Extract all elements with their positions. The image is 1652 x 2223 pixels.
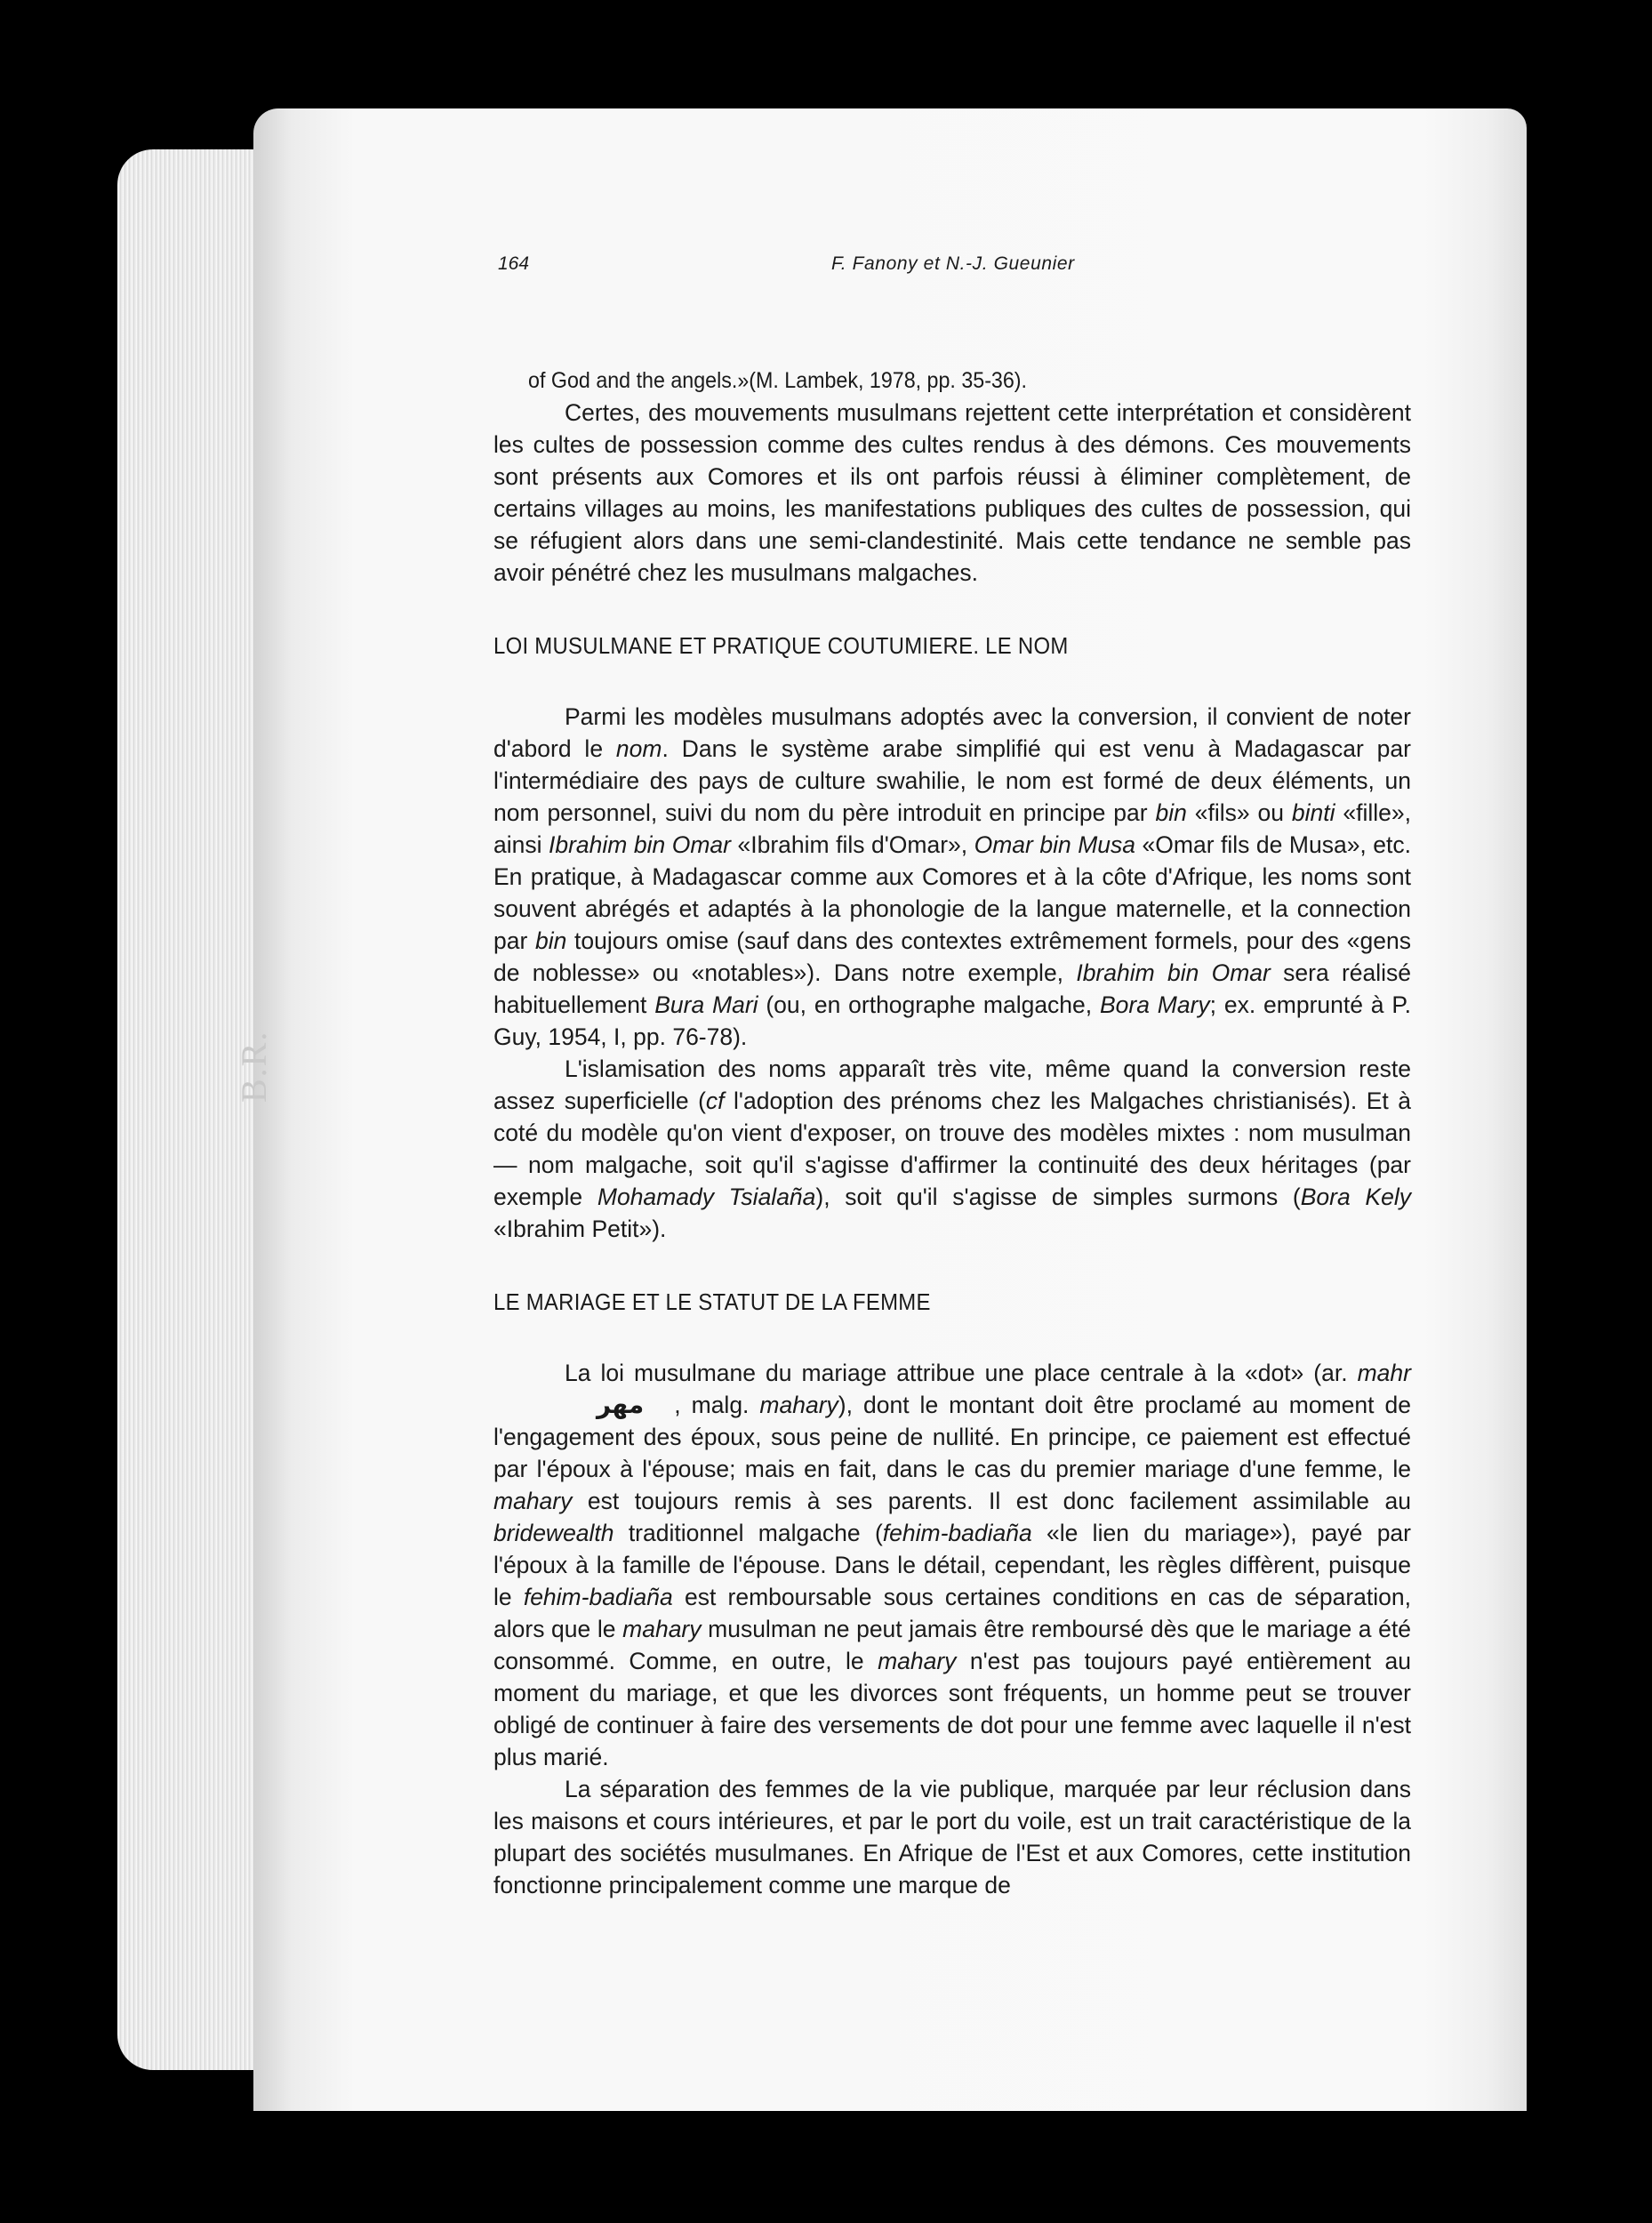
paragraph-name-islamisation: L'islamisation des noms apparaît très vite, même quand la conversion reste assez superficielle (cf l'adoption des prénoms chez les Malgaches christianisés). Et à coté du modèle qu'on vient d'exposer, on trouve des modèles mixtes : nom musulman — nom malgache, soit qu'il s'agisse d'affirmer la continuité des deux héritages (par exemple Mohamady Tsialaña), soit qu'il s'agisse de simples surmons (Bora Kely «Ibrahim Petit»).	[493, 1055, 1412, 1242]
quote-ending: of God and the angels.»(M. Lambek, 1978, pp. 35-36).	[528, 368, 1028, 393]
paragraph-possession-cults: Certes, des mouvements musulmans rejettent cette interprétation et considèrent les cultes de possession comme des cultes rendus à des démons. Ces mouvements sont présents aux Comores et ils ont parfois réussi à éliminer complètement, de certains villages au moins, les manifestations publiques des cultes de possession, qui se réfugient alors dans une semi-clandestinité. Mais cette tendance ne semble pas avoir pénétré chez les musulmans malgaches.	[493, 399, 1411, 586]
page-body	[493, 365, 1411, 1901]
arabic-word-mahr: مهر	[597, 1390, 645, 1419]
section-heading-marriage: LE MARIAGE ET LE STATUT DE LA FEMME	[493, 1288, 931, 1315]
spine-stamp: B.R.	[234, 1030, 274, 1103]
paragraph-naming-system: Parmi les modèles musulmans adoptés avec la conversion, il convient de noter d'abord le nom. Dans le système arabe simplifié qui est venu à Madagascar par l'intermédiaire des pays de culture swahilie, le nom est formé de deux éléments, un nom personnel, suivi du nom du père introduit en principe par bin «fils» ou binti «fille», ainsi Ibrahim bin Omar «Ibrahim fils d'Omar», Omar bin Musa «Omar fils de Musa», etc. En pratique, à Madagascar comme aux Comores et à la côte d'Afrique, les noms sont souvent abrégés et adaptés à la phonologie de la langue maternelle, et la connection par bin toujours omise (sauf dans des contextes extrêmement formels, pour des «gens de noblesse» ou «notables»). Dans notre exemple, Ibrahim bin Omar sera réalisé habituellement Bura Mari (ou, en orthographe malgache, Bora Mary; ex. emprunté à P. Guy, 1954, I, pp. 76-78).	[493, 703, 1412, 1050]
paragraph-dowry: La loi musulmane du mariage attribue une place centrale à la «dot» (ar. mahrمهر , malg. mahary), dont le montant doit être proclamé au moment de l'engagement des époux, sous peine de nullité. En principe, ce paiement est effectué par l'époux à l'épouse; mais en fait, dans le cas du premier mariage d'une femme, le mahary est toujours remis à ses parents. Il est donc facilement assimilable au bridewealth traditionnel malgache (fehim-badiaña «le lien du mariage»), payé par l'époux à la famille de l'épouse. Dans le détail, cependant, les règles diffèrent, puisque le fehim-badiaña est remboursable sous certaines conditions en cas de séparation, alors que le mahary musulman ne peut jamais être remboursé dès que le mariage a été consommé. Comme, en outre, le mahary n'est pas toujours payé entièrement au moment du mariage, et que les divorces sont fréquents, un homme peut se trouver obligé de continuer à faire des versements de dot pour une femme avec laquelle il n'est plus marié.	[493, 1360, 1411, 1770]
book-page-edges	[117, 149, 274, 2070]
paragraph-seclusion: La séparation des femmes de la vie publique, marquée par leur réclusion dans les maisons et cours intérieures, et par le port du voile, est un trait caractéristique de la plupart des sociétés musulmanes. En Afrique de l'Est et aux Comores, cette institution fonctionne principalement comme une marque de	[493, 1776, 1411, 1898]
section-heading-name: LOI MUSULMANE ET PRATIQUE COUTUMIERE. LE NOM	[493, 632, 1069, 659]
running-head: F. Fanony et N.-J. Gueunier	[831, 253, 1075, 274]
page-number: 164	[498, 253, 530, 274]
